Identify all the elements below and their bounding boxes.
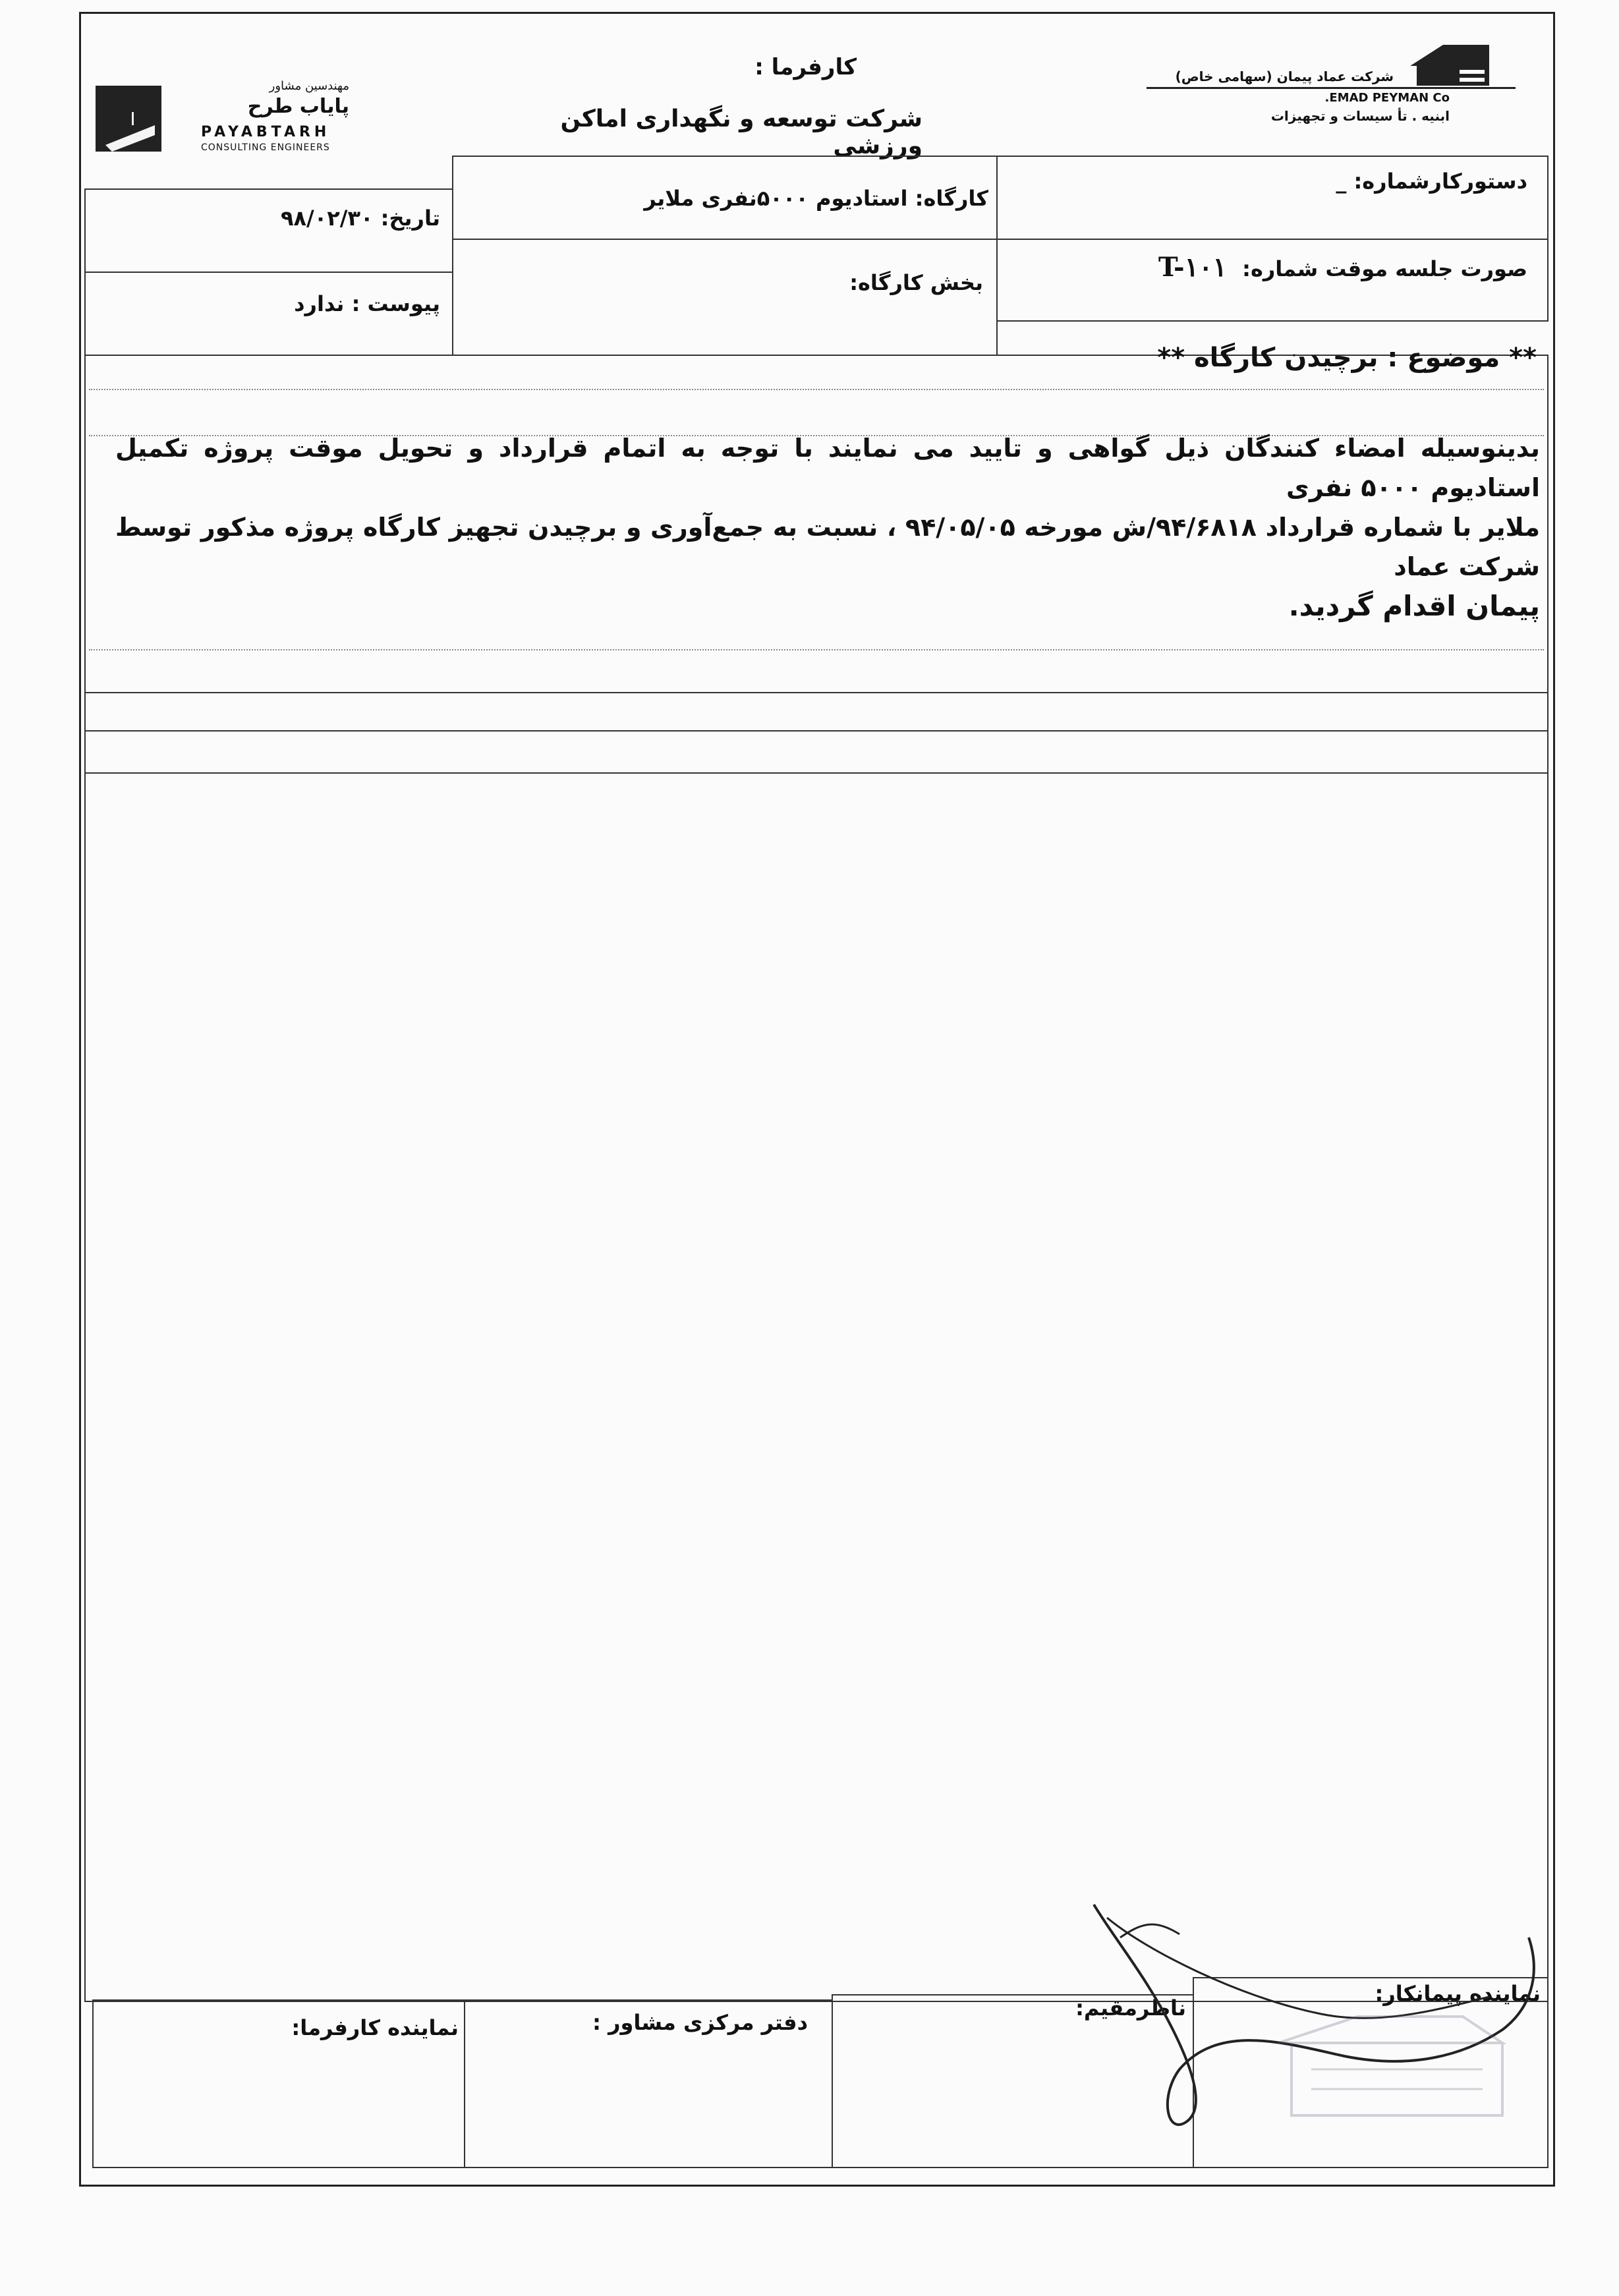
- consultant-persian-name: پایاب طرح: [247, 95, 349, 118]
- info-cell-date: [84, 188, 453, 273]
- consultant-logo: [92, 66, 382, 165]
- central-consultant: دفتر مرکزی مشاور :: [592, 2010, 808, 2035]
- info-cell-attachment: [84, 272, 453, 356]
- minutes-line: [1007, 252, 1527, 283]
- date: تاریخ: ۹۸/۰۲/۳۰: [280, 206, 440, 231]
- notes-area: [84, 730, 1548, 2002]
- client-name: شرکت توسعه و نگهداری اماکن ورزشی: [560, 105, 923, 159]
- order-number: دستورکارشماره: _: [1336, 169, 1527, 194]
- minutes-number: T-۱۰۱: [1158, 252, 1228, 283]
- contractor-persian-name: شرکت عماد پیمان (سهامی خاص): [1175, 69, 1394, 84]
- consultant-latin-sub: CONSULTING ENGINEERS: [201, 142, 330, 153]
- resident-supervisor: ناظرمقیم:: [1075, 1995, 1186, 2021]
- attachment: پیوست : ندارد: [294, 291, 440, 316]
- body-line-3: پیمان اقدام گردید.: [1288, 590, 1540, 622]
- body-divider: [86, 692, 1547, 693]
- contractor-persian-sub: ابنیه . تأ سیسات و تجهیزات: [1270, 108, 1450, 124]
- info-cell-site-section: [452, 239, 998, 356]
- consultant-latin-name: PAYABTARH: [201, 124, 331, 140]
- dotted-rule: [89, 649, 1544, 650]
- contractor-latin-name: EMAD PEYMAN Co.: [1324, 91, 1450, 105]
- contractor-rep: نماینده پیمانکار:: [1375, 1981, 1541, 2006]
- company-stamp: [1252, 2003, 1529, 2135]
- client-rep: نماینده کارفرما:: [291, 2015, 459, 2040]
- subject-text: ** موضوع : برچیدن کارگاه **: [1157, 343, 1537, 373]
- logo-underline: [1147, 87, 1516, 89]
- body-line-1: بدینوسیله امضاء کنندگان ذیل گواهی و تایید می نمایند با توجه به اتمام قرارداد و تحویل موقت پروژه تکمیل استادیوم ۵۰۰۰ نفری: [115, 434, 1540, 502]
- contractor-logo: [1147, 40, 1516, 145]
- payabtarh-logo-icon: [92, 66, 191, 158]
- client-label: کارفرما :: [754, 54, 857, 80]
- emad-peyman-logo-icon: [1397, 40, 1496, 92]
- site: کارگاه: استادیوم ۵۰۰۰نفری ملایر: [644, 186, 988, 211]
- consultant-persian-small: مهندسین مشاور: [269, 79, 349, 93]
- signature-cell-client: [92, 1999, 465, 2168]
- signature-cell-consultant: [464, 1999, 833, 2168]
- dotted-rule: [89, 389, 1544, 390]
- site-section: بخش کارگاه:: [849, 270, 983, 295]
- body-paragraph: [115, 428, 1540, 626]
- minutes-label: صورت جلسه موقت شماره:: [1242, 256, 1527, 281]
- info-cell-minutes: [996, 239, 1548, 322]
- body-line-2: ملایر با شماره قرارداد ۹۴/۶۸۱۸/ش مورخه ۹۴/۰۵/۰۵ ، نسبت به جمع‌آوری و برچیدن تجهیز کارگاه پروژه مذکور توسط شرکت عماد: [115, 513, 1540, 581]
- info-cell-order-number: [996, 156, 1548, 240]
- info-cell-site: [452, 156, 998, 240]
